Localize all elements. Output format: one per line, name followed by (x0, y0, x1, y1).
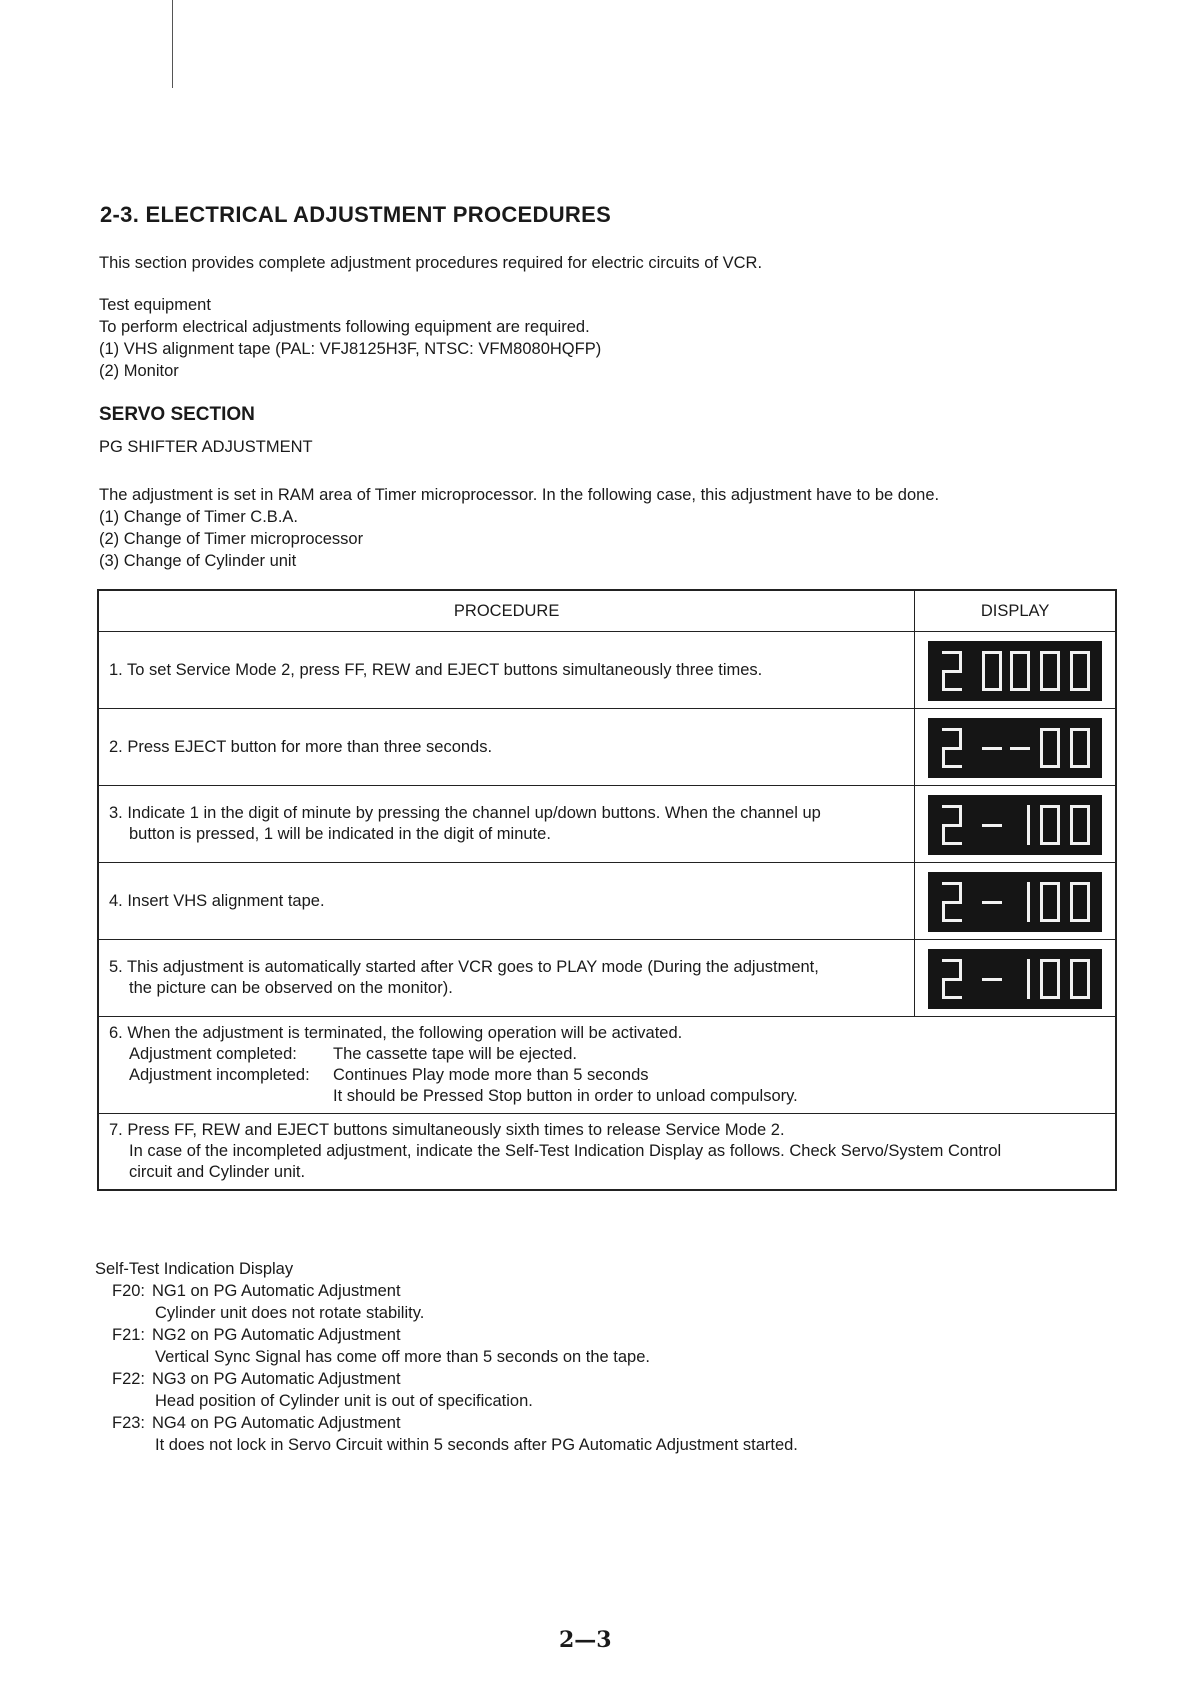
lcd-segment (1070, 882, 1073, 902)
ram-note (99, 484, 939, 572)
lcd-segment (1057, 825, 1060, 845)
header-display: DISPLAY (915, 590, 1116, 632)
lcd-segment (999, 651, 1002, 671)
lcd-display (928, 795, 1102, 855)
lcd-segment (1087, 805, 1090, 825)
ram-line: The adjustment is set in RAM area of Timer microprocessor. In the following case, this adjustment have to be done. (99, 486, 940, 504)
step-text: 5. This adjustment is automatically started after VCR goes to PLAY mode (During the adjustment, the picture can be observed on the monitor). (98, 940, 915, 1017)
error-code: F23: (112, 1414, 146, 1432)
self-test-item: F20: NG1 on PG Automatic Adjustment (112, 1282, 401, 1300)
lcd-segment (959, 728, 962, 748)
lcd-segment (1057, 882, 1060, 902)
step-text: 6. When the adjustment is terminated, the following operation will be activated. Adjustment completed: The cassette tape will be ejected. Adjustment incompleted: Continues Play mode more than 5 seconds It should be Pressed Stop button in order to unload compulsory. (98, 1017, 1116, 1114)
lcd-segment (1087, 748, 1090, 768)
step-text: 3. Indicate 1 in the digit of minute by pressing the channel up/down buttons. When the channel up button is pressed, 1 will be indicated in the digit of minute. (98, 786, 915, 863)
step-text: 2. Press EJECT button for more than three seconds. (98, 709, 915, 786)
lcd-segment (1057, 728, 1060, 748)
lcd-segment (982, 747, 1002, 750)
lcd-segment (1027, 651, 1030, 671)
lcd-segment (942, 748, 945, 768)
step-row (98, 709, 1116, 786)
lcd-segment (1070, 959, 1073, 979)
lcd-display (928, 718, 1102, 778)
lcd-segment (1057, 748, 1060, 768)
incompleted-label: Adjustment incompleted: (129, 1066, 310, 1084)
lcd-segment (1040, 959, 1043, 979)
lcd-segment (1057, 651, 1060, 671)
lcd-segment (1040, 748, 1043, 768)
error-code: F20: (112, 1282, 146, 1300)
step-row (98, 632, 1116, 709)
lcd-segment (1087, 979, 1090, 999)
lcd-segment (982, 671, 985, 691)
lcd-segment (999, 671, 1002, 691)
lcd-segment (1040, 728, 1043, 748)
ram-item: (2) Change of Timer microprocessor (99, 530, 364, 548)
error-code: F22: (112, 1370, 146, 1388)
lcd-segment (959, 959, 962, 979)
self-test-desc: It does not lock in Servo Circuit within 5 seconds after PG Automatic Adjustment started. (155, 1436, 798, 1454)
lcd-segment (942, 979, 945, 999)
equipment-line: To perform electrical adjustments following equipment are required. (99, 318, 590, 336)
lcd-segment (1027, 979, 1030, 999)
lcd-segment (1087, 902, 1090, 922)
lcd-segment (1040, 902, 1043, 922)
incompleted-value: Continues Play mode more than 5 seconds (333, 1066, 649, 1084)
lcd-digits (928, 795, 1102, 855)
lcd-segment (1027, 825, 1030, 845)
lcd-segment (1040, 979, 1043, 999)
lcd-segment (1027, 671, 1030, 691)
lcd-segment (1010, 671, 1013, 691)
self-test-list (95, 1258, 798, 1456)
servo-section-title: SERVO SECTION (99, 404, 255, 425)
self-test-title: Self-Test Indication Display (95, 1260, 294, 1278)
lcd-segment (1087, 882, 1090, 902)
error-code: F21: (112, 1326, 146, 1344)
test-equipment (99, 294, 601, 382)
lcd-display (928, 949, 1102, 1009)
lcd-segment (942, 825, 945, 845)
completed-label: Adjustment completed: (129, 1045, 297, 1063)
lcd-segment (1010, 747, 1030, 750)
self-test-desc: Vertical Sync Signal has come off more than 5 seconds on the tape. (155, 1348, 650, 1366)
lcd-segment (1087, 825, 1090, 845)
step-row (98, 786, 1116, 863)
lcd-segment (1040, 882, 1043, 902)
self-test-desc: Head position of Cylinder unit is out of specification. (155, 1392, 533, 1410)
lcd-segment (1070, 671, 1073, 691)
display-cell (915, 786, 1116, 863)
step-row (98, 1114, 1116, 1191)
lcd-segment (1070, 748, 1073, 768)
step-row (98, 1017, 1116, 1114)
incompleted-value-2: It should be Pressed Stop button in order to unload compulsory. (333, 1087, 798, 1105)
margin-line (172, 0, 173, 88)
lcd-segment (1057, 959, 1060, 979)
lcd-segment (1087, 728, 1090, 748)
step-text: 7. Press FF, REW and EJECT buttons simultaneously sixth times to release Service Mode 2. In case of the incompleted adjustment, indicate the Self-Test Indication Display as follows. Check Servo/System Control circuit and Cylinder unit. (98, 1114, 1116, 1191)
lcd-display (928, 641, 1102, 701)
table-header (98, 590, 1116, 632)
lcd-segment (959, 805, 962, 825)
lcd-segment (1027, 805, 1030, 825)
lcd-segment (1057, 902, 1060, 922)
lcd-segment (1040, 805, 1043, 825)
display-cell (915, 940, 1116, 1017)
lcd-segment (959, 882, 962, 902)
equipment-item: (1) VHS alignment tape (PAL: VFJ8125H3F, NTSC: VFM8080HQFP) (99, 340, 602, 358)
lcd-digits (928, 718, 1102, 778)
lcd-segment (1070, 902, 1073, 922)
ram-item: (1) Change of Timer C.B.A. (99, 508, 298, 526)
display-cell (915, 632, 1116, 709)
lcd-segment (1027, 959, 1030, 979)
lcd-segment (1057, 979, 1060, 999)
lcd-segment (982, 901, 1002, 904)
lcd-digits (928, 641, 1102, 701)
step-text: 4. Insert VHS alignment tape. (98, 863, 915, 940)
lcd-segment (982, 824, 1002, 827)
step-row (98, 863, 1116, 940)
self-test-item: F21: NG2 on PG Automatic Adjustment (112, 1326, 401, 1344)
intro-text: This section provides complete adjustment procedures required for electric circuits of VCR. (99, 254, 763, 272)
equipment-title: Test equipment (99, 296, 211, 314)
completed-value: The cassette tape will be ejected. (333, 1045, 577, 1063)
lcd-segment (1070, 979, 1073, 999)
lcd-segment (982, 651, 985, 671)
display-cell (915, 863, 1116, 940)
lcd-segment (1040, 825, 1043, 845)
lcd-segment (1070, 805, 1073, 825)
lcd-segment (1057, 671, 1060, 691)
lcd-segment (1027, 902, 1030, 922)
self-test-item: F23: NG4 on PG Automatic Adjustment (112, 1414, 401, 1432)
equipment-item: (2) Monitor (99, 362, 179, 380)
step-row (98, 940, 1116, 1017)
lcd-segment (1087, 959, 1090, 979)
lcd-segment (1087, 651, 1090, 671)
lcd-segment (1057, 805, 1060, 825)
lcd-segment (1070, 728, 1073, 748)
lcd-segment (1070, 651, 1073, 671)
page-number: 2—3 (559, 1627, 612, 1653)
pg-shifter-title: PG SHIFTER ADJUSTMENT (99, 438, 313, 456)
lcd-segment (942, 902, 945, 922)
lcd-segment (1070, 825, 1073, 845)
lcd-segment (1087, 671, 1090, 691)
lcd-display (928, 872, 1102, 932)
display-cell (915, 709, 1116, 786)
lcd-segment (982, 978, 1002, 981)
lcd-digits (928, 872, 1102, 932)
lcd-segment (959, 651, 962, 671)
lcd-segment (1010, 651, 1013, 671)
step-text: 1. To set Service Mode 2, press FF, REW and EJECT buttons simultaneously three times. (98, 632, 915, 709)
lcd-segment (1027, 882, 1030, 902)
procedure-table (97, 589, 1117, 1191)
lcd-segment (1040, 651, 1043, 671)
ram-item: (3) Change of Cylinder unit (99, 552, 297, 570)
header-procedure: PROCEDURE (98, 590, 915, 632)
lcd-segment (942, 671, 945, 691)
lcd-segment (1040, 671, 1043, 691)
page-title: 2-3. ELECTRICAL ADJUSTMENT PROCEDURES (100, 202, 612, 227)
lcd-digits (928, 949, 1102, 1009)
self-test-desc: Cylinder unit does not rotate stability. (155, 1304, 425, 1322)
self-test-item: F22: NG3 on PG Automatic Adjustment (112, 1370, 401, 1388)
